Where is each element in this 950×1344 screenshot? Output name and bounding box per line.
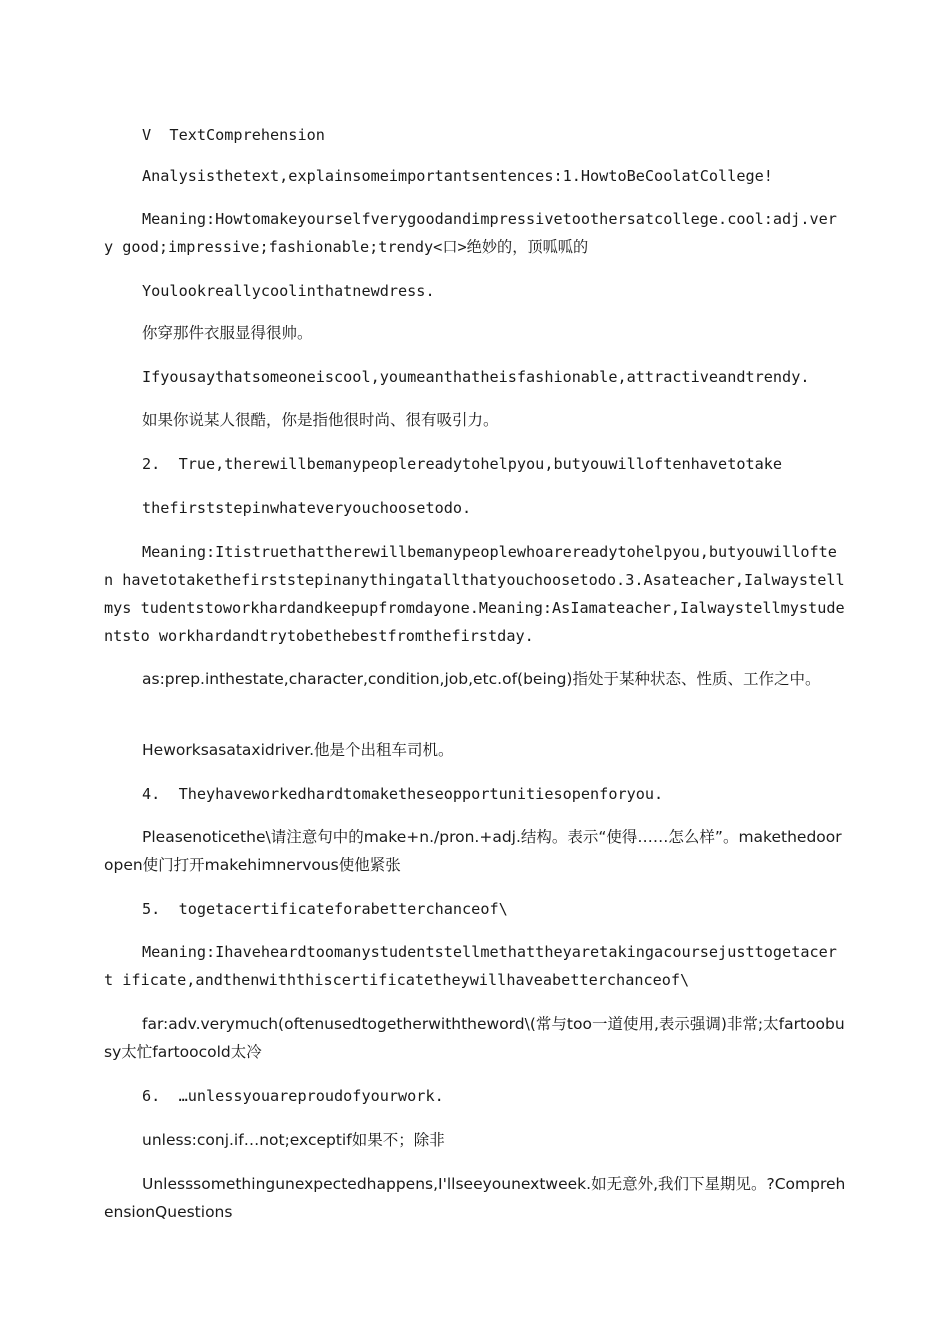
paragraph-unless-example: Unlesssomethingunexpectedhappens,I'llseeyounextweek.如无意外,我们下星期见。?ComprehensionQuestions [104,1175,846,1221]
paragraph-item-2: 2. True,therewillbemanypeoplereadytohelpyou,butyouwilloftenhavetotake [142,455,783,473]
paragraph-unless-definition: unless:conj.if…not;exceptif如果不；除非 [142,1131,445,1149]
paragraph-item-4: 4. Theyhaveworkedhardtomaketheseopportunitiesopenforyou. [142,785,664,803]
paragraph-far-definition: far:adv.verymuch(oftenusedtogetherwiththeword\(常与too一道使用,表示强调)非常;太fartoobusy太忙fartoocold太冷 [104,1015,845,1061]
paragraph-cool-definition-cn: 如果你说某人很酷，你是指他很时尚、很有吸引力。 [142,411,499,429]
paragraph-item-6: 6. …unlessyouareproudofyourwork. [142,1087,444,1105]
section-heading: V TextComprehension [142,126,325,144]
paragraph-intro: Analysisthetext,explainsomeimportantsentences:1.HowtoBeCoolatCollege! [142,167,773,185]
paragraph-meaning-5: Meaning:Ihaveheardtoomanystudentstellmethattheyaretakingacoursejusttogetacert ificate,andthenwiththiscertificatetheywillhaveabetterchanceof\ [104,943,837,989]
paragraph-meaning-2-3: Meaning:Itistruethattherewillbemanypeoplewhoarereadytohelpyou,butyouwilloften havetotakethefirststepinanythingatallthatyouchoosetodo.3.Asateacher,Ialwaystellmys tudentstoworkhardandkeepupfromdayone.Meaning:AsIamateacher,Ialwaystellmystudentsto workhardandtrytobethebestfromthefirstday. [104,543,845,645]
paragraph-make-structure: Pleasenoticethe\请注意句中的make+n./pron.+adj.结构。表示“使得……怎么样”。makethedooropen使门打开makehimnervous使他紧张 [104,828,842,874]
paragraph-as-definition: as:prep.inthestate,character,condition,job,etc.of(being)指处于某种状态、性质、工作之中。 [142,670,821,688]
paragraph-meaning-cool: Meaning:Howtomakeyourselfverygoodandimpressivetoothersatcollege.cool:adj.very good;impressive;fashionable;trendy<口>绝妙的，顶呱呱的 [104,210,837,256]
paragraph-example-cn: 你穿那件衣服显得很帅。 [142,324,313,342]
paragraph-as-example: Heworksasataxidriver.他是个出租车司机。 [142,741,454,759]
paragraph-cool-definition-en: Ifyousaythatsomeoneiscool,youmeanthatheisfashionable,attractiveandtrendy. [142,368,810,386]
paragraph-item-2-cont: thefirststepinwhateveryouchoosetodo. [142,499,472,517]
paragraph-item-5: 5. togetacertificateforabetterchanceof\ [142,900,508,918]
paragraph-example-en: Youlookreallycoolinthatnewdress. [142,282,435,300]
